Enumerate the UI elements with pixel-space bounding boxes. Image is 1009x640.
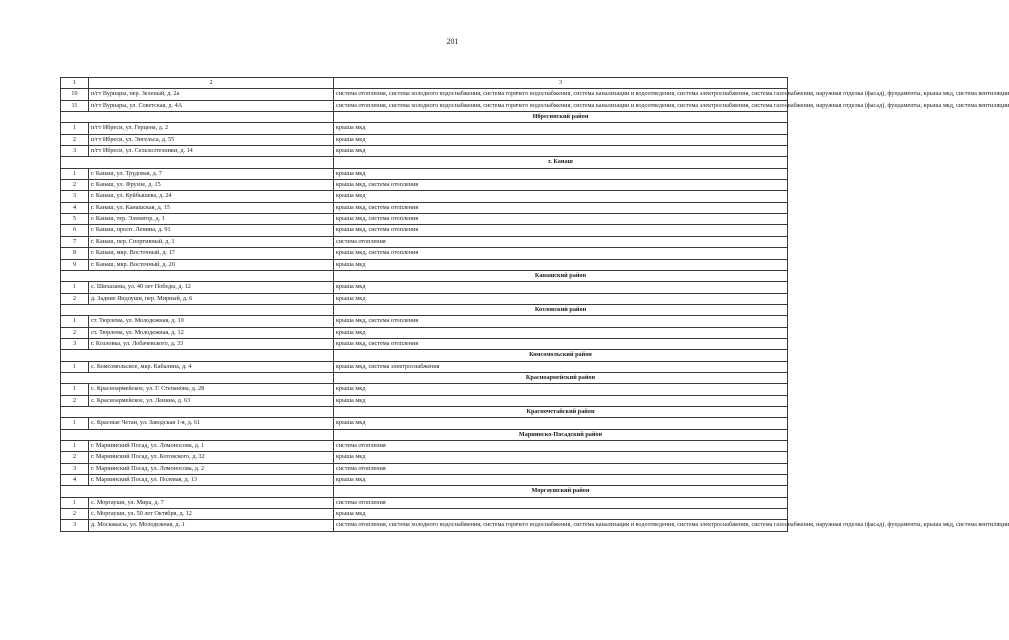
row-number: 5: [61, 214, 89, 225]
address-cell: с. Шихазаны, ул. 40 лет Победы, д. 12: [89, 282, 334, 293]
table-row: [61, 441, 788, 452]
district-header-row: [61, 486, 788, 497]
table-row: [61, 361, 788, 372]
table-row: [61, 463, 788, 474]
table-row: [61, 180, 788, 191]
district-header-row: [61, 157, 788, 168]
column-number-1: 1: [61, 78, 89, 89]
table-row: [61, 327, 788, 338]
works-cell: крыша мкд: [334, 123, 788, 134]
table-row: [61, 214, 788, 225]
row-number: 3: [61, 146, 89, 157]
works-cell: система отопления, система холодного водоснабжения, система горячего водоснабжения, система канализации и водоотведения, система электроснабжения, система газоснабжения, наружная отделка (фасад), фундаменты, крыша мкд, система вентиляции: [334, 520, 788, 531]
works-cell: крыша мкд, система отопления: [334, 180, 788, 191]
district-name: Мариинско-Посадский район: [334, 429, 788, 440]
column-number-3: 3: [334, 78, 788, 89]
address-cell: г. Мариинский Посад, ул. Ломоносова, д. 1: [89, 441, 334, 452]
district-name: Козловский район: [334, 304, 788, 315]
district-empty-cell: [61, 406, 334, 417]
works-cell: крыша мкд: [334, 395, 788, 406]
table-row: [61, 509, 788, 520]
works-cell: крыша мкд: [334, 418, 788, 429]
address-cell: г. Мариинский Посад, ул. Полевая, д. 13: [89, 475, 334, 486]
table-row: [61, 146, 788, 157]
address-cell: г. Канаш, ул. Трудовая, д. 7: [89, 168, 334, 179]
works-cell: крыша мкд: [334, 327, 788, 338]
district-header-row: [61, 429, 788, 440]
table-row: [61, 191, 788, 202]
table-row: [61, 259, 788, 270]
district-name: Моргаушский район: [334, 486, 788, 497]
works-cell: система отопления, система холодного водоснабжения, система горячего водоснабжения, система канализации и водоотведения, система электроснабжения, система газоснабжения, наружная отделка (фасад), фундаменты, крыша мкд, система вентиляции: [334, 100, 788, 111]
address-cell: п/гт Ибреси, ул. Герцена, д. 2: [89, 123, 334, 134]
works-cell: крыша мкд, система отопления: [334, 214, 788, 225]
district-empty-cell: [61, 304, 334, 315]
district-header-row: [61, 304, 788, 315]
address-cell: с. Моргауши, ул. 50 лет Октября, д. 12: [89, 509, 334, 520]
table-row: [61, 89, 788, 100]
address-cell: с. Моргауши, ул. Мира, д. 7: [89, 497, 334, 508]
table-row: [61, 100, 788, 111]
table-row: [61, 248, 788, 259]
row-number: 1: [61, 441, 89, 452]
table-row: [61, 316, 788, 327]
row-number: 3: [61, 338, 89, 349]
address-cell: ст. Тюрлема, ул. Молодежная, д. 10: [89, 316, 334, 327]
row-number: 2: [61, 509, 89, 520]
works-cell: крыша мкд: [334, 509, 788, 520]
row-number: 1: [61, 168, 89, 179]
table-row: [61, 134, 788, 145]
row-number: 4: [61, 202, 89, 213]
row-number: 1: [61, 123, 89, 134]
row-number: 8: [61, 248, 89, 259]
address-cell: г. Канаш, мкр. Восточный, д. 17: [89, 248, 334, 259]
works-cell: крыша мкд: [334, 293, 788, 304]
works-cell: крыша мкд, система отопления: [334, 338, 788, 349]
address-cell: д. Задние Яндоуши, пер. Мирный, д. 6: [89, 293, 334, 304]
district-empty-cell: [61, 486, 334, 497]
district-empty-cell: [61, 112, 334, 123]
page-number: 201: [446, 37, 459, 46]
table-row: [61, 225, 788, 236]
table-row: [61, 395, 788, 406]
address-cell: г. Мариинский Посад, ул. Котовского, д. 32: [89, 452, 334, 463]
row-number: 2: [61, 180, 89, 191]
row-number: 7: [61, 236, 89, 247]
district-name: Красночетайский район: [334, 406, 788, 417]
works-cell: крыша мкд: [334, 146, 788, 157]
address-cell: п/гт Ибреси, ул. Энгельса, д. 55: [89, 134, 334, 145]
row-number: 1: [61, 384, 89, 395]
district-name: Канашский район: [334, 270, 788, 281]
row-number: 1: [61, 497, 89, 508]
works-table-body: [61, 78, 1009, 532]
table-row: [61, 452, 788, 463]
works-cell: крыша мкд: [334, 168, 788, 179]
address-cell: с. Красноармейское, ул. Г. Степанова, д. 28: [89, 384, 334, 395]
works-cell: крыша мкд: [334, 259, 788, 270]
district-empty-cell: [61, 372, 334, 383]
district-name: г. Канаш: [334, 157, 788, 168]
address-cell: г. Мариинский Посад, ул. Ломоносова, д. 2: [89, 463, 334, 474]
table-row: [61, 293, 788, 304]
works-cell: крыша мкд, система отопления: [334, 225, 788, 236]
row-number: 3: [61, 520, 89, 531]
address-cell: с. Красные Четаи, ул. Заводская 1-я, д. 61: [89, 418, 334, 429]
address-cell: ст. Тюрлема, ул. Молодежная, д. 12: [89, 327, 334, 338]
table-row: [61, 168, 788, 179]
address-cell: г. Козловка, ул. Лобачевского, д. 33: [89, 338, 334, 349]
table-row: [61, 418, 788, 429]
row-number: 2: [61, 293, 89, 304]
works-cell: крыша мкд, система электроснабжения: [334, 361, 788, 372]
table-row: [61, 282, 788, 293]
row-number: 2: [61, 395, 89, 406]
works-cell: крыша мкд, система отопления: [334, 202, 788, 213]
district-empty-cell: [61, 157, 334, 168]
district-header-row: [61, 112, 788, 123]
works-cell: система отопления: [334, 441, 788, 452]
address-cell: г. Канаш, ул. Фрунзе, д. 15: [89, 180, 334, 191]
table-row: [61, 202, 788, 213]
address-cell: д. Москакасы, ул. Молодежная, д. 1: [89, 520, 334, 531]
district-name: Ибресинский район: [334, 112, 788, 123]
works-cell: крыша мкд, система отопления: [334, 248, 788, 259]
district-header-row: [61, 350, 788, 361]
table-row: [61, 123, 788, 134]
address-cell: с. Комсомольское, мкр. Кабалина, д. 4: [89, 361, 334, 372]
row-number: 2: [61, 327, 89, 338]
address-cell: г. Канаш, ул. Канашская, д. 15: [89, 202, 334, 213]
row-number: 2: [61, 452, 89, 463]
table-row: [61, 520, 788, 531]
address-cell: г. Канаш, тер. Элеватор, д. 1: [89, 214, 334, 225]
row-number: 3: [61, 463, 89, 474]
works-cell: система отопления: [334, 463, 788, 474]
works-cell: крыша мкд, система отопления: [334, 316, 788, 327]
row-number: 1: [61, 361, 89, 372]
row-number: 6: [61, 225, 89, 236]
district-header-row: [61, 270, 788, 281]
row-number: 10: [61, 89, 89, 100]
district-empty-cell: [61, 350, 334, 361]
column-number-row: [61, 78, 788, 89]
works-cell: крыша мкд: [334, 384, 788, 395]
district-header-row: [61, 372, 788, 383]
row-number: 4: [61, 475, 89, 486]
works-cell: система отопления, система холодного водоснабжения, система горячего водоснабжения, система канализации и водоотведения, система электроснабжения, система газоснабжения, наружная отделка (фасад), фундаменты, крыша мкд, система вентиляции: [334, 89, 788, 100]
address-cell: г. Канаш, ул. Куйбышева, д. 24: [89, 191, 334, 202]
table-row: [61, 384, 788, 395]
table-row: [61, 338, 788, 349]
table-row: [61, 475, 788, 486]
district-empty-cell: [61, 429, 334, 440]
address-cell: г. Канаш, просп. Ленина, д. 91: [89, 225, 334, 236]
row-number: 2: [61, 134, 89, 145]
works-cell: система отопления: [334, 236, 788, 247]
address-cell: с. Красноармейское, ул. Ленина, д. 63: [89, 395, 334, 406]
district-header-row: [61, 406, 788, 417]
works-cell: крыша мкд: [334, 452, 788, 463]
works-cell: крыша мкд: [334, 191, 788, 202]
district-name: Красноармейский район: [334, 372, 788, 383]
works-cell: система отопления: [334, 497, 788, 508]
works-cell: крыша мкд: [334, 134, 788, 145]
table-row: [61, 497, 788, 508]
row-number: 1: [61, 316, 89, 327]
row-number: 1: [61, 282, 89, 293]
works-table: [60, 77, 1009, 532]
row-number: 11: [61, 100, 89, 111]
address-cell: п/гт Вурнары, пер. Зеленый, д. 2а: [89, 89, 334, 100]
works-cell: крыша мкд: [334, 475, 788, 486]
works-cell: крыша мкд: [334, 282, 788, 293]
table-row: [61, 236, 788, 247]
row-number: 9: [61, 259, 89, 270]
address-cell: г. Канаш, мкр. Восточный, д. 20: [89, 259, 334, 270]
column-number-2: 2: [89, 78, 334, 89]
row-number: 1: [61, 418, 89, 429]
row-number: 3: [61, 191, 89, 202]
address-cell: п/гт Вурнары, ул. Советская, д. 4А: [89, 100, 334, 111]
address-cell: г. Канаш, пер. Спортивный, д. 1: [89, 236, 334, 247]
address-cell: п/гт Ибреси, ул. Сельхозтехники, д. 14: [89, 146, 334, 157]
district-name: Комсомольский район: [334, 350, 788, 361]
district-empty-cell: [61, 270, 334, 281]
